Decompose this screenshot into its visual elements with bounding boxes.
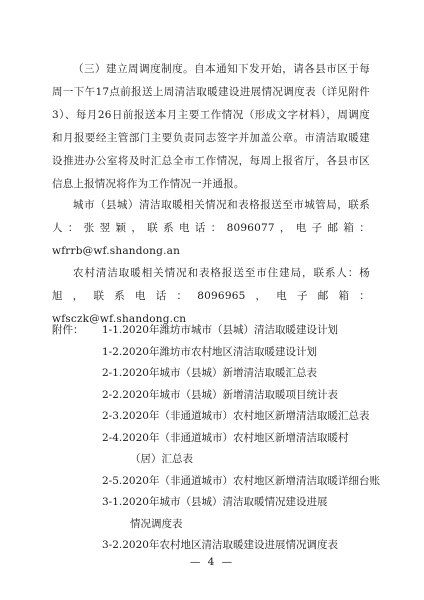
attachment-row <box>52 492 382 514</box>
attachment-row <box>52 428 382 450</box>
attachment-row <box>52 471 382 493</box>
attachment-item: 2-4.2020年（非通道城市）农村地区新增清洁取暖村 <box>102 431 349 444</box>
attachment-item: 1-2.2020年潍坊市农村地区清洁取暖建设计划 <box>102 345 317 358</box>
attachment-list <box>52 320 382 557</box>
attachment-item: 3-1.2020年城市（县城）清洁取暖情况建设进展 <box>102 496 328 508</box>
attachment-item: 1-1.2020年潍坊市城市（县城）清洁取暖建设计划 <box>102 324 338 336</box>
attachment-row <box>52 385 382 407</box>
attachment-row <box>52 406 382 428</box>
attachment-row <box>52 363 382 385</box>
attachment-row <box>52 535 382 557</box>
attachment-item: 2-1.2020年城市（县城）新增清洁取暖汇总表 <box>102 367 317 379</box>
paragraph-rural-contact: 农村清洁取暖相关情况和表格报送至市住建局，联系人：杨旭，联系电话：8096965，电子邮箱：wfsczk@wf.shandong.cn <box>52 267 370 325</box>
attachment-item-continuation: 情况调度表 <box>130 517 183 530</box>
attachment-item: 2-5.2020年（非通道城市）农村地区新增清洁取暖详细台账 <box>102 474 380 487</box>
attachment-row-continuation <box>52 514 382 536</box>
attachment-item: 2-3.2020年（非通道城市）农村地区新增清洁取暖汇总表 <box>102 410 370 422</box>
paragraph-urban-contact: 城市（县城）清洁取暖相关情况和表格报送至市城管局，联系人：张翌颖，联系电话：8096077，电子邮箱：wfrrb@wf.shandong.an <box>52 199 370 257</box>
attachment-item-continuation: （居）汇总表 <box>130 453 193 465</box>
attachment-row <box>52 320 382 342</box>
attachment-item: 2-2.2020年城市（县城）新增清洁取暖项目统计表 <box>102 388 338 401</box>
page-number: — 4 — <box>189 556 235 568</box>
paragraph-weekly-schedule: （三）建立周调度制度。自本通知下发开始，请各县市区于每周一下午17点前报送上周清洁取暖建设进展情况调度表（详见附件3）、每月26日前报送本月主要工作情况（形成文字材料），周调度和月报要经主管部门主要负责同志签字并加盖公章。市清洁取暖建设推进办公室将及时汇总全市工作情况，每周上报省厅，各县市区信息上报情况将作为工作情况一并通报。 <box>52 63 370 190</box>
attachment-item: 3-2.2020年农村地区清洁取暖建设进展情况调度表 <box>102 539 338 551</box>
attachment-row <box>52 342 382 364</box>
attachment-row-continuation <box>52 449 382 471</box>
attachment-lead-label: 附件： <box>52 324 84 336</box>
